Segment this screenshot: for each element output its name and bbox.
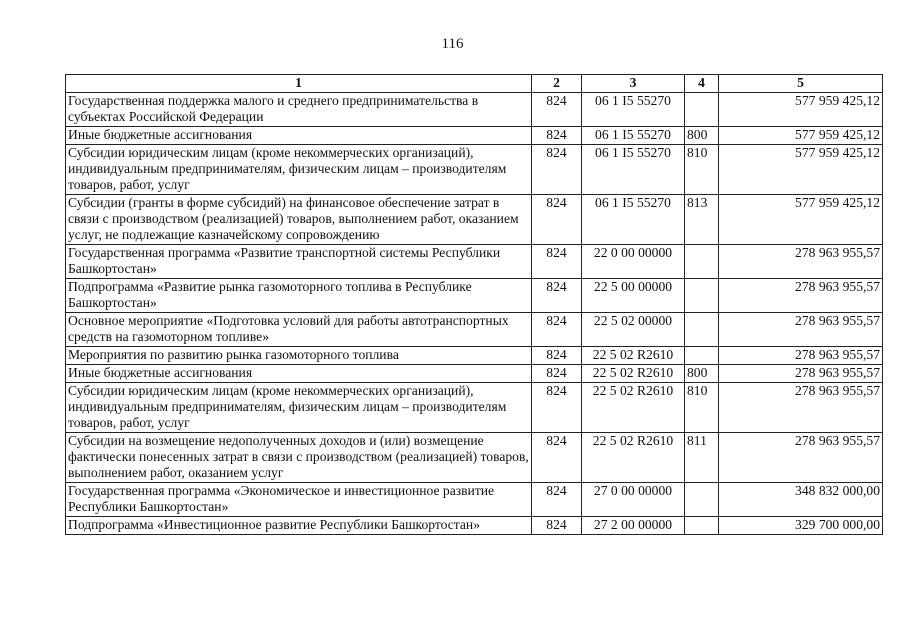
table-row [66, 517, 883, 535]
row-code-cell: 06 1 I5 55270 [582, 127, 685, 145]
column-header-3: 3 [582, 75, 685, 93]
row-ministry-cell: 824 [532, 433, 582, 483]
row-amount-cell: 278 963 955,57 [719, 433, 883, 483]
row-code-cell: 22 5 02 R2610 [582, 433, 685, 483]
row-name-cell: Государственная поддержка малого и среднего предпринимательства в субъектах Российской Федерации [66, 93, 532, 127]
table-row [66, 313, 883, 347]
row-name-cell: Подпрограмма «Развитие рынка газомоторного топлива в Республике Башкортостан» [66, 279, 532, 313]
row-name-cell: Субсидии (гранты в форме субсидий) на финансовое обеспечение затрат в связи с производством (реализацией) товаров, выполнением работ, оказанием услуг, не подлежащие казначейскому сопровождению [66, 195, 532, 245]
row-expense-type-cell: 811 [685, 433, 719, 483]
table-row [66, 93, 883, 127]
row-ministry-cell: 824 [532, 279, 582, 313]
table-row [66, 433, 883, 483]
row-name-cell: Субсидии на возмещение недополученных доходов и (или) возмещение фактически понесенных затрат в связи с производством (реализацией) товаров, выполнением работ, оказанием услуг [66, 433, 532, 483]
table-row [66, 383, 883, 433]
row-name-cell: Субсидии юридическим лицам (кроме некоммерческих организаций), индивидуальным предпринимателям, физическим лицам – производителям товаров, работ, услуг [66, 383, 532, 433]
row-amount-cell: 577 959 425,12 [719, 145, 883, 195]
column-header-2: 2 [532, 75, 582, 93]
row-ministry-cell: 824 [532, 517, 582, 535]
budget-table [65, 74, 883, 535]
table-row [66, 127, 883, 145]
row-expense-type-cell: 800 [685, 365, 719, 383]
row-amount-cell: 278 963 955,57 [719, 347, 883, 365]
table-row [66, 365, 883, 383]
row-expense-type-cell [685, 483, 719, 517]
row-name-cell: Субсидии юридическим лицам (кроме некоммерческих организаций), индивидуальным предпринимателям, физическим лицам – производителям товаров, работ, услуг [66, 145, 532, 195]
table-header-row [66, 75, 883, 93]
row-name-cell: Подпрограмма «Инвестиционное развитие Республики Башкортостан» [66, 517, 532, 535]
row-expense-type-cell: 800 [685, 127, 719, 145]
row-expense-type-cell [685, 517, 719, 535]
row-code-cell: 06 1 I5 55270 [582, 93, 685, 127]
row-ministry-cell: 824 [532, 245, 582, 279]
row-name-cell: Иные бюджетные ассигнования [66, 365, 532, 383]
row-code-cell: 22 5 02 00000 [582, 313, 685, 347]
table-row [66, 347, 883, 365]
row-code-cell: 22 5 02 R2610 [582, 365, 685, 383]
row-code-cell: 27 0 00 00000 [582, 483, 685, 517]
row-amount-cell: 577 959 425,12 [719, 93, 883, 127]
row-ministry-cell: 824 [532, 383, 582, 433]
row-code-cell: 06 1 I5 55270 [582, 145, 685, 195]
row-amount-cell: 577 959 425,12 [719, 195, 883, 245]
row-ministry-cell: 824 [532, 483, 582, 517]
row-code-cell: 06 1 I5 55270 [582, 195, 685, 245]
row-name-cell: Иные бюджетные ассигнования [66, 127, 532, 145]
row-amount-cell: 278 963 955,57 [719, 279, 883, 313]
row-amount-cell: 278 963 955,57 [719, 313, 883, 347]
row-code-cell: 22 5 02 R2610 [582, 383, 685, 433]
row-ministry-cell: 824 [532, 93, 582, 127]
row-amount-cell: 329 700 000,00 [719, 517, 883, 535]
row-name-cell: Государственная программа «Экономическое и инвестиционное развитие Республики Башкортостан» [66, 483, 532, 517]
row-expense-type-cell [685, 279, 719, 313]
page-number: 116 [441, 36, 464, 52]
row-ministry-cell: 824 [532, 365, 582, 383]
row-ministry-cell: 824 [532, 145, 582, 195]
row-expense-type-cell [685, 313, 719, 347]
row-expense-type-cell: 810 [685, 145, 719, 195]
table-row [66, 245, 883, 279]
row-name-cell: Основное мероприятие «Подготовка условий для работы автотранспортных средств на газомоторном топливе» [66, 313, 532, 347]
row-amount-cell: 278 963 955,57 [719, 245, 883, 279]
table-row [66, 279, 883, 313]
table-row [66, 145, 883, 195]
column-header-4: 4 [685, 75, 719, 93]
row-code-cell: 22 5 00 00000 [582, 279, 685, 313]
row-ministry-cell: 824 [532, 313, 582, 347]
row-expense-type-cell [685, 347, 719, 365]
table-body [66, 93, 883, 535]
table-row [66, 483, 883, 517]
row-ministry-cell: 824 [532, 127, 582, 145]
table-row [66, 195, 883, 245]
row-expense-type-cell: 810 [685, 383, 719, 433]
row-amount-cell: 278 963 955,57 [719, 365, 883, 383]
row-amount-cell: 348 832 000,00 [719, 483, 883, 517]
row-name-cell: Мероприятия по развитию рынка газомоторного топлива [66, 347, 532, 365]
row-ministry-cell: 824 [532, 347, 582, 365]
row-amount-cell: 577 959 425,12 [719, 127, 883, 145]
row-code-cell: 22 0 00 00000 [582, 245, 685, 279]
column-header-5: 5 [719, 75, 883, 93]
row-expense-type-cell: 813 [685, 195, 719, 245]
row-amount-cell: 278 963 955,57 [719, 383, 883, 433]
row-expense-type-cell [685, 245, 719, 279]
row-name-cell: Государственная программа «Развитие транспортной системы Республики Башкортостан» [66, 245, 532, 279]
row-code-cell: 22 5 02 R2610 [582, 347, 685, 365]
row-ministry-cell: 824 [532, 195, 582, 245]
row-code-cell: 27 2 00 00000 [582, 517, 685, 535]
column-header-1: 1 [66, 75, 532, 93]
row-expense-type-cell [685, 93, 719, 127]
